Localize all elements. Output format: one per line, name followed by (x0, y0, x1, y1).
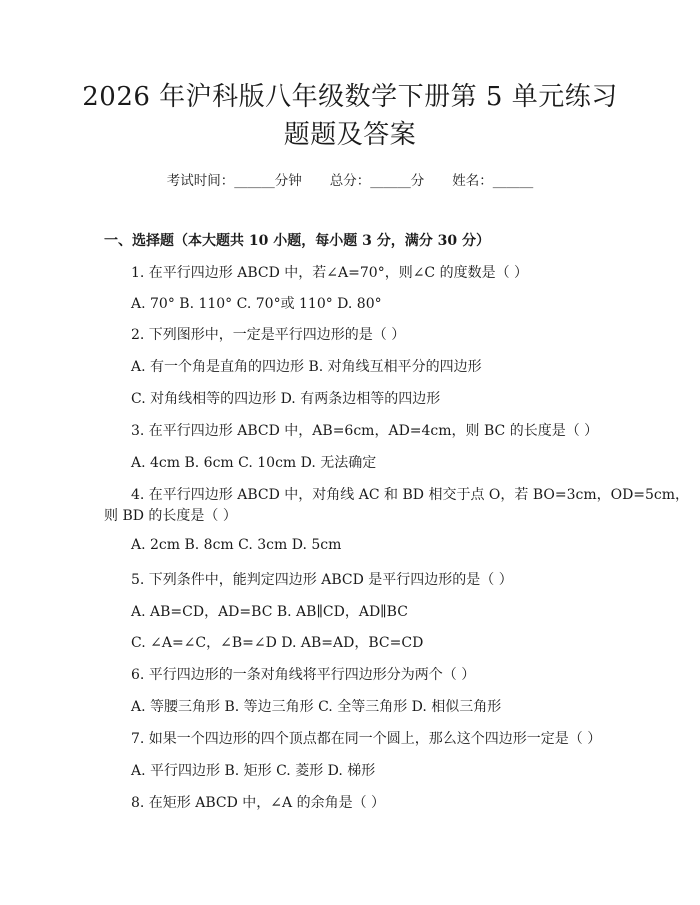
question-5: 5. 下列条件中，能判定四边形 ABCD 是平行四边形的是（ ） (131, 572, 513, 588)
question-6-options: A. 等腰三角形 B. 等边三角形 C. 全等三角形 D. 相似三角形 (131, 699, 502, 715)
total-score-field: 总分：______分 (329, 173, 425, 189)
title-line-1: 2026 年沪科版八年级数学下册第 5 单元练习 (82, 82, 618, 112)
title-line-2: 题题及答案 (283, 120, 417, 150)
question-5-options-cd: C. ∠A=∠C，∠B=∠D D. AB=AD，BC=CD (131, 635, 424, 651)
question-2: 2. 下列图形中，一定是平行四边形的是（ ） (131, 327, 406, 343)
question-7: 7. 如果一个四边形的四个顶点都在同一个圆上，那么这个四边形一定是（ ） (131, 731, 602, 747)
student-name-field: 姓名：______ (452, 173, 534, 189)
question-1: 1. 在平行四边形 ABCD 中，若∠A=70°，则∠C 的度数是（ ） (131, 265, 529, 281)
question-4-line-1: 4. 在平行四边形 ABCD 中，对角线 AC 和 BD 相交于点 O，若 BO=3cm，OD=5cm， (131, 487, 690, 503)
question-7-options: A. 平行四边形 B. 矩形 C. 菱形 D. 梯形 (131, 763, 376, 779)
question-5-options-ab: A. AB=CD，AD=BC B. AB∥CD，AD∥BC (131, 604, 408, 620)
exam-time-field: 考试时间：______分钟 (166, 173, 302, 189)
question-3: 3. 在平行四边形 ABCD 中，AB=6cm，AD=4cm，则 BC 的长度是（ ） (131, 423, 599, 439)
question-4-options: A. 2cm B. 8cm C. 3cm D. 5cm (131, 537, 342, 553)
question-2-options-ab: A. 有一个角是直角的四边形 B. 对角线互相平分的四边形 (131, 359, 482, 375)
question-6: 6. 平行四边形的一条对角线将平行四边形分为两个（ ） (131, 667, 476, 683)
question-8: 8. 在矩形 ABCD 中，∠A 的余角是（ ） (131, 795, 386, 811)
question-4-line-2: 则 BD 的长度是（ ） (104, 508, 237, 524)
exam-meta (0, 169, 700, 189)
section-heading: 一、选择题（本大题共 10 小题，每小题 3 分，满分 30 分） (104, 233, 490, 249)
question-2-options-cd: C. 对角线相等的四边形 D. 有两条边相等的四边形 (131, 391, 441, 407)
document-title (60, 78, 640, 154)
question-3-options: A. 4cm B. 6cm C. 10cm D. 无法确定 (131, 455, 377, 471)
question-1-options: A. 70° B. 110° C. 70°或 110° D. 80° (131, 296, 382, 312)
